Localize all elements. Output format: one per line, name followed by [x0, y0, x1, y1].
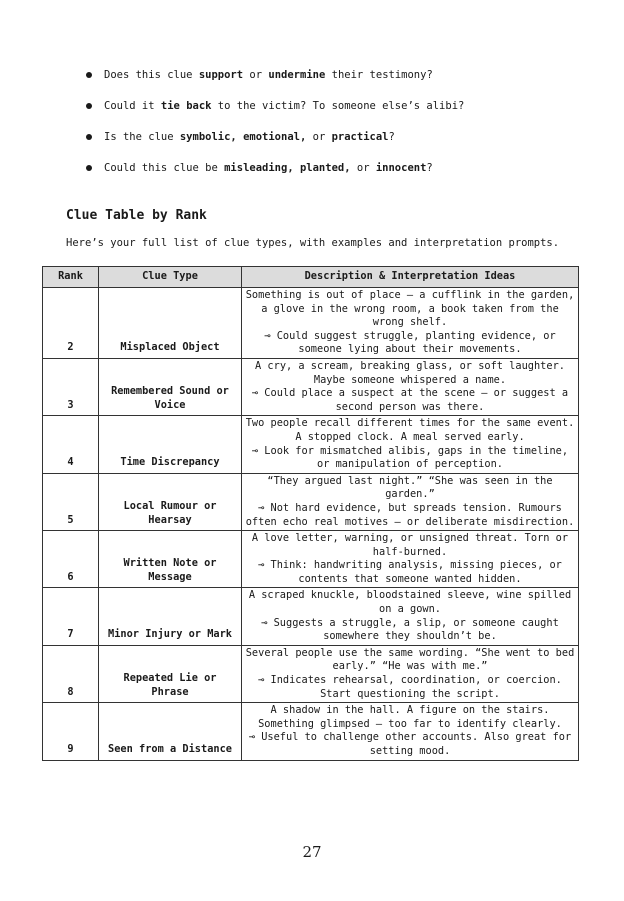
description-text: A shadow in the hall. A figure on the stairs. Something glimpsed — too far to identify clearly.	[258, 704, 562, 730]
description-text: “They argued last night.” “She was seen in the garden.”	[267, 474, 553, 501]
bullet-text: Is the clue	[104, 131, 180, 143]
bullet-item	[86, 68, 586, 82]
rank-cell: 7	[43, 588, 99, 645]
interpretation-text: ⊸ Look for mismatched alibis, gaps in the timeline, or manipulation of perception.	[251, 444, 569, 471]
header-clue-type: Clue Type	[99, 267, 242, 288]
table-row	[43, 358, 579, 415]
bullet-text: their testimony?	[325, 69, 433, 81]
description-cell	[242, 288, 579, 359]
description-text: A cry, a scream, breaking glass, or soft laughter. Maybe someone whispered a name.	[255, 359, 565, 386]
bullet-text: Could this clue be	[104, 162, 225, 174]
rank-cell: 9	[43, 703, 99, 760]
rank-cell: 5	[43, 473, 99, 530]
bullet-text: or	[243, 69, 269, 81]
bullet-emphasis: symbolic, emotional,	[179, 131, 307, 143]
description-text: A love letter, warning, or unsigned threat. Torn or half-burned.	[251, 532, 569, 558]
bullet-emphasis: undermine	[268, 69, 326, 81]
section-intro: Here’s your full list of clue types, with examples and interpretation prompts.	[66, 237, 560, 249]
rank-cell: 3	[43, 358, 99, 415]
table-header-row	[43, 267, 579, 288]
clue-type-cell: Remembered Sound or Voice	[99, 358, 242, 415]
page-number: 27	[302, 843, 322, 861]
bullet-emphasis: practical	[331, 131, 389, 143]
rank-cell: 4	[43, 416, 99, 473]
interpretation-text: ⊸ Useful to challenge other accounts. Also great for setting mood.	[248, 731, 572, 757]
interpretation-text: ⊸ Not hard evidence, but spreads tension. Rumours often echo real motives — or deliberate misdirection.	[245, 501, 575, 528]
description-text: A scraped knuckle, bloodstained sleeve, wine spilled on a gown.	[248, 589, 572, 616]
bullet-item	[86, 99, 586, 113]
bullet-text: or	[350, 162, 376, 174]
clue-type-cell: Time Discrepancy	[99, 416, 242, 473]
table-row	[43, 588, 579, 645]
clue-type-cell: Repeated Lie or Phrase	[99, 645, 242, 702]
description-cell	[242, 588, 579, 645]
bullet-emphasis: misleading, planted,	[224, 162, 351, 174]
table-row	[43, 645, 579, 702]
bullet-text: Could it	[104, 100, 161, 112]
bullet-text: ?	[388, 131, 395, 143]
table-row	[43, 473, 579, 530]
clue-type-cell: Misplaced Object	[99, 288, 242, 359]
rank-cell: 6	[43, 531, 99, 588]
table-row	[43, 531, 579, 588]
interpretation-text: ⊸ Could place a suspect at the scene — or suggest a second person was there.	[251, 387, 569, 413]
description-cell	[242, 358, 579, 415]
description-cell	[242, 416, 579, 473]
bullet-dot-icon	[86, 72, 92, 78]
description-cell	[242, 531, 579, 588]
interpretation-text: ⊸ Suggests a struggle, a slip, or someone caught somewhere they shouldn’t be.	[261, 616, 559, 643]
bullet-list	[86, 68, 586, 192]
bullet-text: or	[306, 131, 332, 143]
bullet-text: ?	[426, 162, 433, 174]
clue-type-cell: Minor Injury or Mark	[99, 588, 242, 645]
bullet-dot-icon	[86, 134, 92, 140]
header-rank: Rank	[43, 267, 99, 288]
bullet-item	[86, 130, 586, 144]
rank-cell: 2	[43, 288, 99, 359]
bullet-emphasis: tie back	[160, 100, 212, 112]
description-text: Several people use the same wording. “She went to bed early.” “He was with me.”	[245, 646, 575, 673]
rank-cell: 8	[43, 645, 99, 702]
description-cell	[242, 703, 579, 760]
table-row	[43, 288, 579, 359]
bullet-dot-icon	[86, 165, 92, 171]
bullet-emphasis: support	[198, 69, 244, 81]
clue-table	[42, 266, 579, 761]
description-text: Something is out of place — a cufflink in the garden, a glove in the wrong room, a book taken from the wrong shelf.	[245, 289, 575, 329]
bullet-text: Does this clue	[104, 69, 199, 81]
table-row	[43, 703, 579, 760]
section-heading: Clue Table by Rank	[66, 208, 207, 223]
description-text: Two people recall different times for the same event. A stopped clock. A meal served early.	[245, 417, 575, 443]
interpretation-text: ⊸ Indicates rehearsal, coordination, or coercion. Start questioning the script.	[258, 674, 562, 700]
interpretation-text: ⊸ Think: handwriting analysis, missing pieces, or contents that someone wanted hidden.	[258, 559, 562, 585]
description-cell	[242, 645, 579, 702]
interpretation-text: ⊸ Could suggest struggle, planting evidence, or someone lying about their movements.	[264, 329, 556, 356]
clue-type-cell: Written Note or Message	[99, 531, 242, 588]
bullet-emphasis: innocent	[375, 162, 427, 174]
bullet-item	[86, 161, 586, 175]
description-cell	[242, 473, 579, 530]
clue-type-cell: Local Rumour or Hearsay	[99, 473, 242, 530]
clue-type-cell: Seen from a Distance	[99, 703, 242, 760]
bullet-text: to the victim? To someone else’s alibi?	[211, 100, 465, 112]
bullet-dot-icon	[86, 103, 92, 109]
header-description: Description & Interpretation Ideas	[242, 267, 579, 288]
table-row	[43, 416, 579, 473]
